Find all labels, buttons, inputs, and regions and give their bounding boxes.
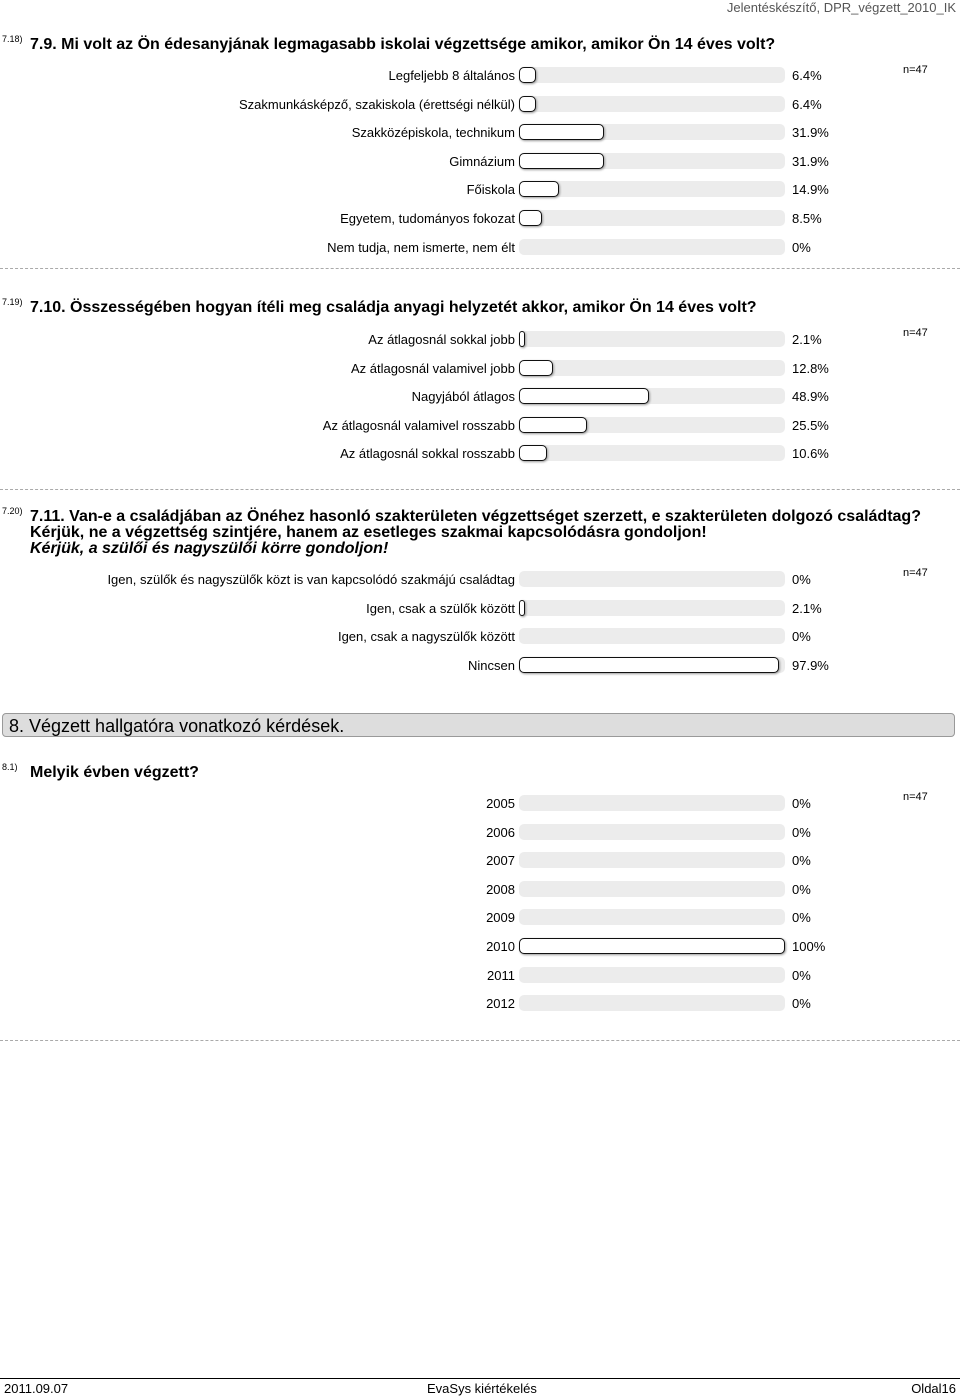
bar-track	[519, 852, 785, 868]
bar-fill	[519, 657, 779, 673]
section-heading: 8. Végzett hallgatóra vonatkozó kérdések.	[2, 713, 955, 737]
percent-value: 97.9%	[792, 657, 829, 673]
bar-track	[519, 388, 785, 404]
percent-value: 100%	[792, 939, 826, 954]
bar-track	[519, 360, 785, 376]
bar-fill	[519, 67, 536, 83]
bar-fill	[519, 360, 553, 376]
answer-row	[0, 66, 960, 86]
answer-row	[0, 823, 960, 843]
answer-label: 2005	[486, 796, 515, 811]
percent-value: 2.1%	[792, 332, 822, 347]
answer-label: 2012	[486, 996, 515, 1012]
bar-track	[519, 571, 785, 587]
question-title	[30, 37, 955, 53]
answer-label: Gimnázium	[449, 153, 515, 169]
answer-label: 2009	[486, 910, 515, 926]
percent-value: 6.4%	[792, 96, 822, 112]
question-title-text: 7.11. Van-e a családjában az Önéhez hasonló szakterületen végzettséget szerzett, e szakterületen dolgozó családtag? Kérjük, ne a végzettség szintjére, hanem az esetleges szakmai kapcsolódásra gondoljon!	[30, 508, 921, 541]
bar-track	[519, 67, 785, 83]
bar-fill	[519, 181, 559, 197]
percent-value: 0%	[792, 824, 811, 840]
answer-row	[0, 330, 960, 350]
divider	[0, 1040, 960, 1041]
answer-row	[0, 570, 960, 590]
percent-value: 6.4%	[792, 68, 822, 83]
question-number: 7.20)	[2, 506, 23, 516]
footer-center: EvaSys kiértékelés	[427, 1381, 537, 1396]
bar-fill	[519, 417, 587, 433]
answer-label: Az átlagosnál sokkal jobb	[368, 332, 515, 347]
answer-label: Egyetem, tudományos fokozat	[340, 211, 515, 226]
percent-value: 0%	[792, 796, 811, 811]
bar-track	[519, 331, 785, 347]
answer-row	[0, 794, 960, 814]
answer-label: Igen, csak a szülők között	[366, 600, 515, 616]
bar-fill	[519, 124, 604, 140]
answer-label: Főiskola	[466, 182, 515, 198]
question-title-text: Melyik évben végzett?	[30, 764, 199, 781]
percent-value: 0%	[792, 967, 811, 983]
bar-track	[519, 881, 785, 897]
answer-row	[0, 95, 960, 115]
answer-label: Legfeljebb 8 általános	[388, 68, 515, 83]
question-title	[30, 509, 955, 557]
bar-track	[519, 181, 785, 197]
divider	[0, 489, 960, 490]
percent-value: 12.8%	[792, 360, 829, 376]
percent-value: 25.5%	[792, 417, 829, 433]
question-title	[30, 300, 955, 316]
answer-label: Nagyjából átlagos	[411, 389, 515, 405]
percent-value: 0%	[792, 239, 811, 255]
percent-value: 10.6%	[792, 446, 829, 462]
answer-row	[0, 994, 960, 1014]
question-number: 7.18)	[2, 34, 23, 44]
bar-fill	[519, 388, 649, 404]
question-title-text: 7.10. Összességében hogyan ítéli meg családja anyagi helyzetét akkor, amikor Ön 14 éves volt?	[30, 299, 757, 316]
answer-label: 2011	[487, 967, 515, 983]
answer-row	[0, 908, 960, 928]
answer-row	[0, 966, 960, 986]
answer-row	[0, 656, 960, 676]
sample-size: n=47	[903, 791, 928, 803]
percent-value: 0%	[792, 996, 811, 1012]
bar-track	[519, 445, 785, 461]
percent-value: 0%	[792, 572, 811, 587]
answer-label: Az átlagosnál sokkal rosszabb	[340, 446, 515, 462]
percent-value: 0%	[792, 910, 811, 926]
answer-row	[0, 599, 960, 619]
bar-track	[519, 795, 785, 811]
answer-row	[0, 880, 960, 900]
bar-track	[519, 628, 785, 644]
sample-size: n=47	[903, 64, 928, 76]
percent-value: 48.9%	[792, 389, 829, 405]
answer-row	[0, 180, 960, 200]
percent-value: 14.9%	[792, 182, 829, 198]
percent-value: 0%	[792, 881, 811, 897]
page-footer	[0, 1378, 960, 1396]
answer-row	[0, 359, 960, 379]
answer-label: Igen, csak a nagyszülők között	[337, 629, 515, 645]
bar-fill	[519, 96, 536, 112]
answer-label: 2007	[486, 853, 515, 869]
bar-track	[519, 153, 785, 169]
bar-fill	[519, 153, 604, 169]
bar-track	[519, 657, 785, 673]
divider	[0, 268, 960, 269]
answer-label: Nem tudja, nem ismerte, nem élt	[327, 239, 515, 255]
footer-date: 2011.09.07	[4, 1381, 69, 1396]
bar-track	[519, 967, 785, 983]
answer-label: 2008	[486, 881, 515, 897]
bar-fill	[519, 938, 785, 954]
percent-value: 2.1%	[792, 600, 822, 616]
percent-value: 0%	[792, 853, 811, 869]
bar-track	[519, 995, 785, 1011]
answer-label: Igen, szülők és nagyszülők közt is van kapcsolódó szakmájú családtag	[107, 572, 515, 587]
bar-track	[519, 600, 785, 616]
answer-row	[0, 416, 960, 436]
sample-size: n=47	[903, 567, 928, 579]
answer-label: Az átlagosnál valamivel rosszabb	[322, 417, 515, 433]
percent-value: 8.5%	[792, 211, 822, 226]
answer-label: 2010	[486, 939, 515, 954]
bar-fill	[519, 331, 525, 347]
question-number: 7.19)	[2, 297, 23, 307]
question-title	[30, 765, 955, 781]
bar-track	[519, 239, 785, 255]
answer-row	[0, 627, 960, 647]
answer-row	[0, 444, 960, 464]
bar-fill	[519, 600, 525, 616]
bar-track	[519, 938, 785, 954]
answer-row	[0, 123, 960, 143]
bar-fill	[519, 210, 542, 226]
answer-label: Az átlagosnál valamivel jobb	[350, 360, 515, 376]
report-header: Jelentéskészítő, DPR_végzett_2010_IK	[726, 0, 956, 15]
percent-value: 0%	[792, 629, 811, 645]
answer-label: Nincsen	[468, 657, 515, 673]
answer-row	[0, 851, 960, 871]
answer-row	[0, 238, 960, 258]
bar-track	[519, 210, 785, 226]
percent-value: 31.9%	[792, 125, 829, 141]
footer-page: Oldal16	[911, 1381, 956, 1396]
question-subtitle: Kérjük, a szülői és nagyszülői körre gondoljon!	[30, 540, 389, 557]
question-number: 8.1)	[2, 762, 18, 772]
percent-value: 31.9%	[792, 153, 829, 169]
bar-fill	[519, 445, 547, 461]
answer-row	[0, 937, 960, 957]
answer-row	[0, 152, 960, 172]
bar-track	[519, 417, 785, 433]
answer-label: Szakközépiskola, technikum	[351, 125, 515, 141]
answer-row	[0, 387, 960, 407]
sample-size: n=47	[903, 327, 928, 339]
answer-label: Szakmunkásképző, szakiskola (érettségi nélkül)	[238, 96, 515, 112]
bar-track	[519, 124, 785, 140]
answer-row	[0, 209, 960, 229]
bar-track	[519, 96, 785, 112]
bar-track	[519, 909, 785, 925]
question-title-text: 7.9. Mi volt az Ön édesanyjának legmagasabb iskolai végzettsége amikor, amikor Ön 14 éves volt?	[30, 36, 776, 53]
bar-track	[519, 824, 785, 840]
answer-label: 2006	[486, 824, 515, 840]
